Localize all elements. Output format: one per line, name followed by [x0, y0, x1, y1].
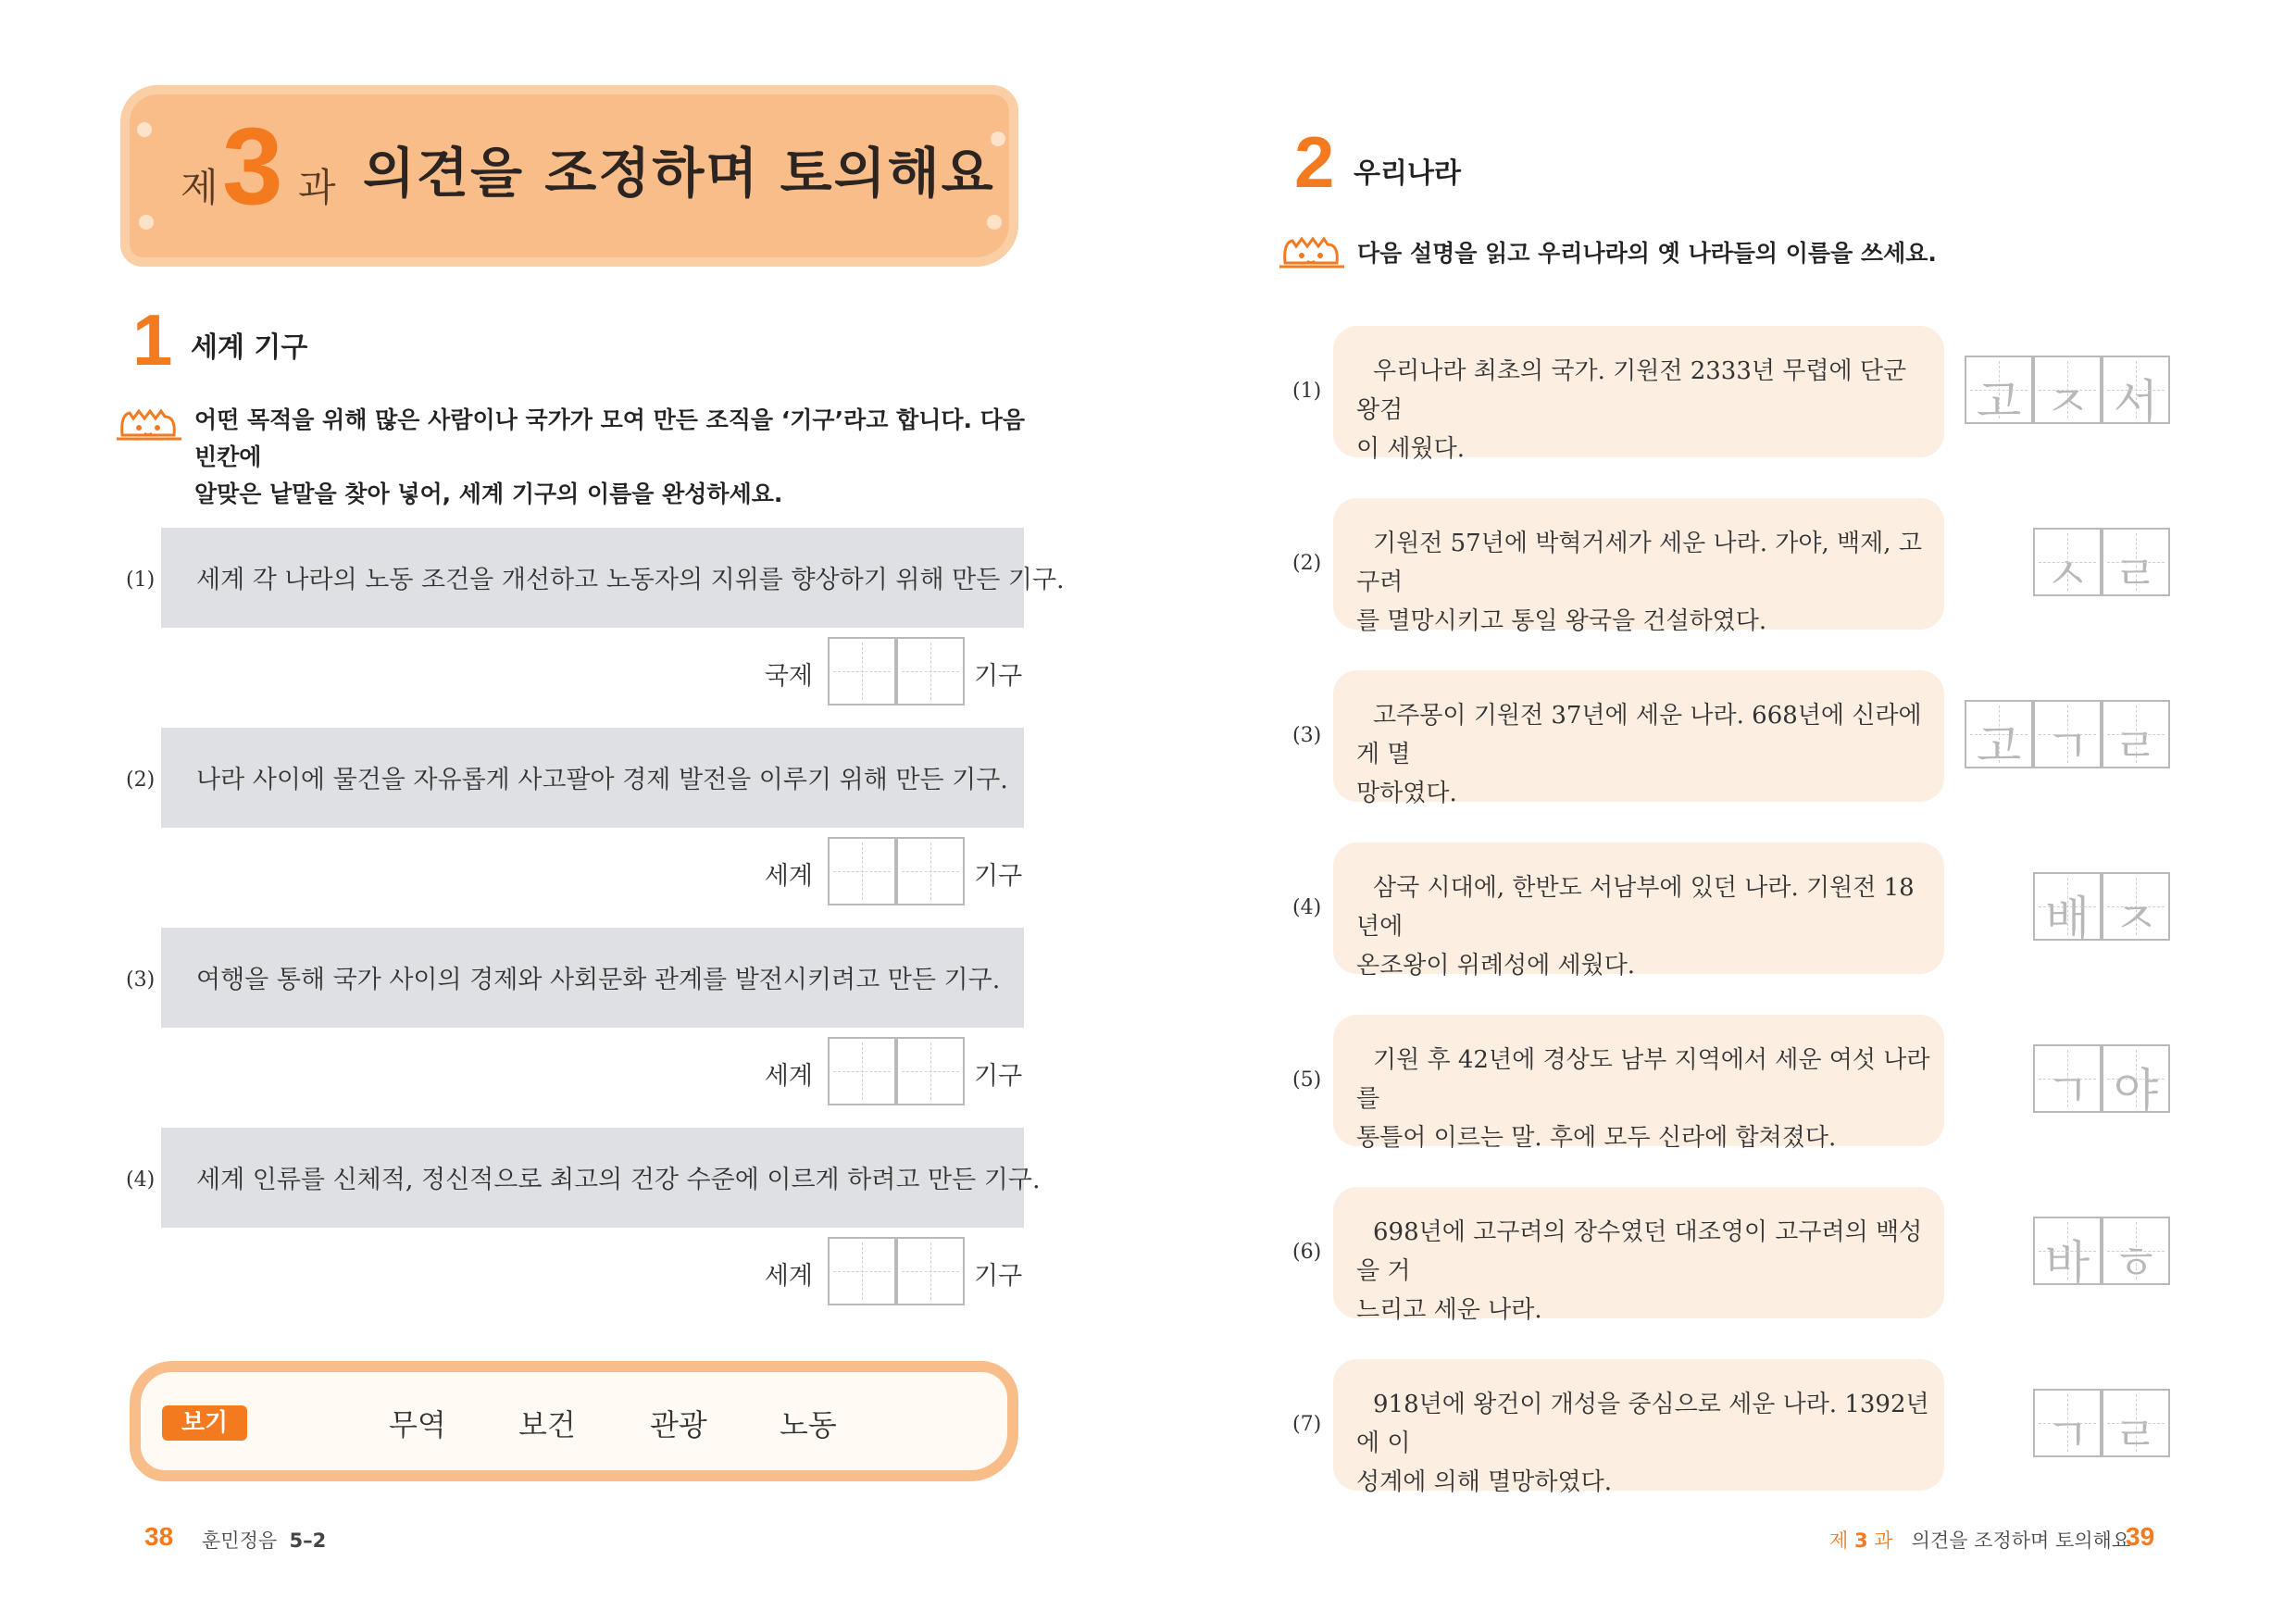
lesson-number: 3 — [222, 106, 283, 228]
hint-letter: 야 — [2113, 1064, 2159, 1117]
item-number: (1) — [1292, 380, 1322, 403]
hint-letter: ㄱ — [2044, 1408, 2090, 1462]
answer-prefix: 세계 — [764, 862, 813, 891]
page-number: 38 — [144, 1522, 174, 1551]
hint-letter: ㅈ — [2113, 892, 2159, 945]
answer-cell[interactable] — [896, 837, 965, 905]
hint-letter: ㅎ — [2113, 1236, 2159, 1290]
word-bank-word: 무역 — [389, 1407, 446, 1442]
item-number: (6) — [1292, 1241, 1322, 1264]
answer-cell[interactable] — [1965, 700, 2033, 773]
answer-cell[interactable] — [2033, 1044, 2102, 1117]
question-number: (1) — [126, 568, 156, 592]
hint-letter: ㄹ — [2113, 547, 2159, 601]
description-text: 918년에 왕건이 개성을 중심으로 세운 나라. 1392년에 이 성계에 의해 멸망하였다. — [1356, 1391, 1929, 1496]
description-text: 우리나라 최초의 국가. 기원전 2333년 무렵에 단군 왕검 이 세웠다. — [1356, 357, 1907, 463]
question-text: 여행을 통해 국가 사이의 경제와 사회문화 관계를 발전시키려고 만든 기구. — [196, 966, 1001, 994]
answer-cell[interactable] — [2102, 356, 2170, 429]
question-number: (4) — [126, 1168, 156, 1192]
item-number: (5) — [1292, 1068, 1322, 1092]
question-text: 세계 각 나라의 노동 조건을 개선하고 노동자의 지위를 향상하기 위해 만든 기구. — [196, 566, 1065, 594]
word-bank-word: 관광 — [650, 1407, 707, 1442]
answer-cell[interactable] — [2033, 700, 2102, 773]
item-number: (4) — [1292, 896, 1322, 919]
hint-letter: ㄹ — [2113, 719, 2159, 773]
answer-cell[interactable] — [2033, 356, 2102, 429]
hint-letter: ㅈ — [2044, 375, 2090, 429]
section-number: 1 — [132, 299, 173, 381]
question-text: 나라 사이에 물건을 자유롭게 사고팔아 경제 발전을 이루기 위해 만든 기구. — [196, 766, 1008, 794]
word-bank-word: 노동 — [780, 1407, 837, 1442]
answer-cell[interactable] — [896, 1037, 965, 1105]
instruction: 다음 설명을 읽고 우리나라의 옛 나라들의 이름을 쓰세요. — [1357, 240, 1937, 267]
answer-cell[interactable] — [2102, 872, 2170, 945]
answer-suffix: 기구 — [974, 662, 1023, 691]
answer-prefix: 국제 — [764, 662, 813, 691]
item-number: (2) — [1292, 552, 1322, 575]
answer-cell[interactable] — [2102, 1044, 2170, 1117]
page-number: 39 — [2126, 1522, 2155, 1551]
instruction: 어떤 목적을 위해 많은 사람이나 국가가 모여 만든 조직을 ‘기구’라고 합니다. 다음 빈칸에 알맞은 낱말을 찾아 넣어, 세계 기구의 이름을 완성하세요. — [194, 406, 1026, 507]
lesson-prefix: 제 — [181, 165, 218, 210]
answer-suffix: 기구 — [974, 862, 1023, 891]
answer-prefix: 세계 — [764, 1062, 813, 1091]
item-number: (3) — [1292, 724, 1322, 747]
answer-prefix: 세계 — [764, 1262, 813, 1291]
hint-letter: ㄱ — [2044, 719, 2090, 773]
answer-cell[interactable] — [828, 1037, 896, 1105]
description-text: 기원 후 42년에 경상도 남부 지역에서 세운 여섯 나라를 통틀어 이르는 말. 후에 모두 신라에 합쳐졌다. — [1356, 1046, 1930, 1152]
answer-cell[interactable] — [896, 1237, 965, 1305]
lesson-suffix: 과 — [298, 165, 336, 210]
answer-cell[interactable] — [828, 837, 896, 905]
mascot-icon — [117, 407, 181, 443]
question-number: (3) — [126, 968, 156, 992]
answer-cell[interactable] — [2102, 700, 2170, 773]
answer-cell[interactable] — [2033, 528, 2102, 601]
section-title: 우리나라 — [1354, 157, 1461, 190]
answer-cell[interactable] — [2102, 1217, 2170, 1290]
answer-cell[interactable] — [2033, 1217, 2102, 1290]
lesson-title: 의견을 조정하며 토의해요 — [363, 142, 995, 205]
answer-suffix: 기구 — [974, 1262, 1023, 1291]
question-number: (2) — [126, 768, 156, 792]
hint-letter: ㅅ — [2044, 547, 2090, 601]
section-title: 세계 기구 — [191, 331, 308, 364]
answer-cell[interactable] — [896, 637, 965, 705]
section-number: 2 — [1294, 121, 1335, 203]
hint-letter: 배 — [2044, 892, 2090, 945]
answer-cell[interactable] — [2102, 1389, 2170, 1462]
hint-letter: ㄱ — [2044, 1064, 2090, 1117]
hint-letter: 바 — [2044, 1236, 2090, 1290]
hint-letter: ㄹ — [2113, 1408, 2159, 1462]
hint-letter: 고 — [1976, 719, 2022, 773]
mascot-icon — [1279, 235, 1344, 270]
item-number: (7) — [1292, 1413, 1322, 1436]
answer-cell[interactable] — [2033, 872, 2102, 945]
answer-suffix: 기구 — [974, 1062, 1023, 1091]
description-text: 698년에 고구려의 장수였던 대조영이 고구려의 백성을 거 느리고 세운 나라. — [1356, 1218, 1923, 1324]
hint-letter: 고 — [1976, 375, 2022, 429]
answer-cell[interactable] — [2102, 528, 2170, 601]
footer-lesson: 제 3 과 의견을 조정하며 토의해요 — [1829, 1529, 2131, 1552]
word-bank-word: 보건 — [518, 1407, 576, 1442]
word-bank-label: 보기 — [162, 1405, 247, 1441]
answer-cell[interactable] — [828, 637, 896, 705]
answer-cell[interactable] — [828, 1237, 896, 1305]
footer-book: 훈민정음 5–2 — [202, 1529, 327, 1552]
description-text: 고주몽이 기원전 37년에 세운 나라. 668년에 신라에게 멸 망하였다. — [1356, 702, 1922, 807]
hint-letter: 서 — [2113, 375, 2159, 429]
answer-cell[interactable] — [2033, 1389, 2102, 1462]
question-text: 세계 인류를 신체적, 정신적으로 최고의 건강 수준에 이르게 하려고 만든 기구. — [196, 1166, 1041, 1194]
answer-cell[interactable] — [1965, 356, 2033, 429]
description-text: 삼국 시대에, 한반도 서남부에 있던 나라. 기원전 18년에 온조왕이 위례성에 세웠다. — [1356, 874, 1915, 980]
description-text: 기원전 57년에 박혁거세가 세운 나라. 가야, 백제, 고구려 를 멸망시키고 통일 왕국을 건설하였다. — [1356, 530, 1922, 635]
